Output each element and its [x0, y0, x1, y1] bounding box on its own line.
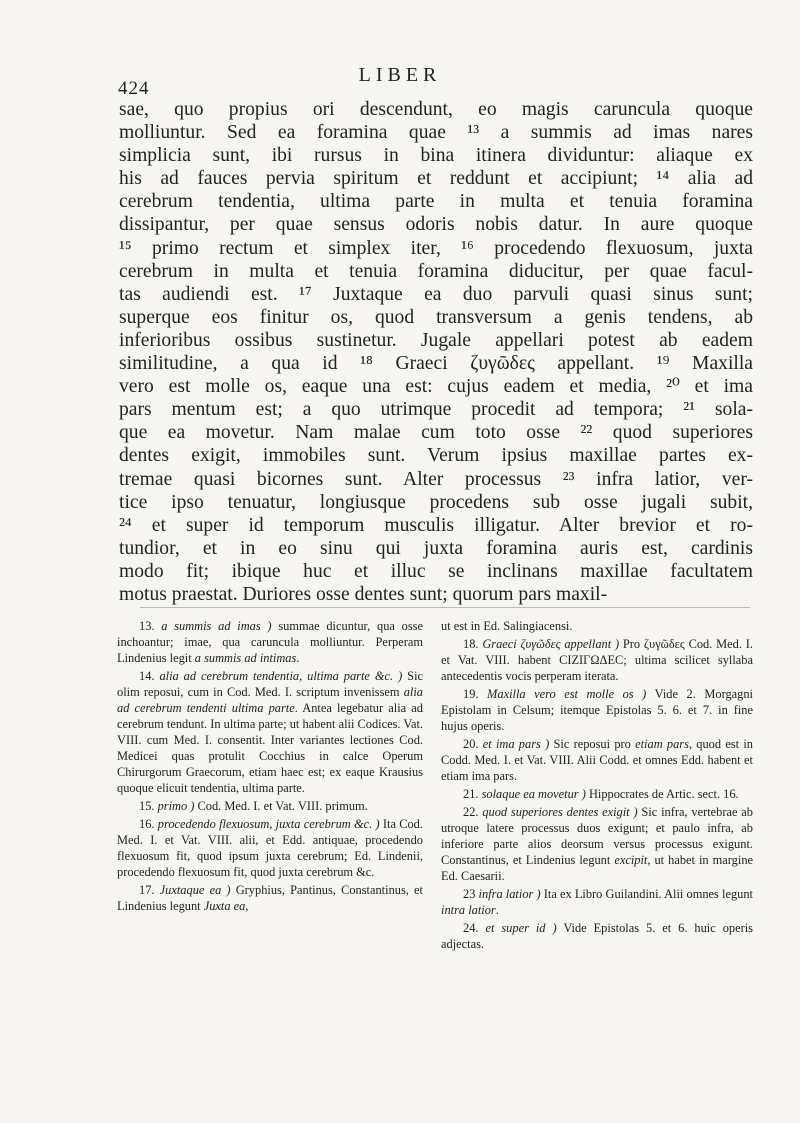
footnote-lemma: et super id ) — [485, 921, 557, 935]
footnote — [441, 636, 753, 684]
footnote-lemma: a summis ad intimas — [194, 651, 297, 665]
footnote — [441, 686, 753, 734]
main-text — [119, 98, 753, 606]
footnotes-right-column — [441, 618, 753, 954]
footnote-text: , ut habet in margine Ed. Caesarii. — [441, 853, 754, 883]
footnote — [441, 736, 753, 784]
running-head: LIBER — [358, 64, 442, 86]
footnote-text: summae dicuntur, qua osse inchoantur; imae, qua caruncula molliuntur. Perperam Lindenius legit — [117, 619, 423, 665]
footnote-text: Ita ex Libro Guilandini. Alii omnes legunt — [540, 887, 753, 901]
footnote-lemma: excipit — [614, 853, 648, 867]
text-line: tremae quasi bicornes sunt. Alter processus ²³ infra latior, ver- — [119, 468, 753, 490]
footnote-lemma: primo ) — [157, 799, 195, 813]
text-line: tundior, et in eo sinu qui juxta foramina auris est, cardinis — [119, 537, 753, 559]
footnote-text: 19. — [463, 687, 488, 701]
text-line: pars mentum est; a quo utrimque procedit ad tempora; ²¹ sola- — [119, 399, 753, 421]
text-line: dentes exigit, immobiles sunt. Verum ipsius maxillae partes ex- — [119, 445, 753, 467]
footnote-divider — [140, 607, 750, 608]
footnote-text: 24. — [463, 921, 486, 935]
text-line: tice ipso tenuatur, longiusque procedens sub osse jugali subit, — [119, 491, 753, 513]
text-line: superque eos finitur os, quod transversum a genis tendens, ab — [119, 306, 753, 328]
text-line: inferioribus ossibus sustinetur. Jugale appellari potest ab eadem — [119, 329, 753, 351]
text-line: dissipantur, per quae sensus odoris nobis datur. In aure quoque — [119, 214, 753, 236]
text-line: cerebrum in multa et tenuia foramina diducitur, per quae facul- — [119, 260, 753, 282]
footnote-lemma: Juxta ea — [203, 899, 246, 913]
footnote-text: ut est in Ed. Salingiacensi. — [441, 619, 573, 633]
footnote-text: Sic infra, vertebrae ab utroque latere processus duos exigunt; et paulo infra, ab inferiore parte alios deorsum versus processus exigunt. Constantinus, et Lindenius legunt — [441, 805, 753, 867]
footnote-lemma: Graeci ζυγῶδες appellant ) — [482, 637, 620, 651]
footnote — [117, 618, 423, 666]
footnote-text: Gryphius, Pantinus, Constantinus, et Lindenius legunt — [117, 883, 423, 913]
footnote — [441, 618, 753, 634]
text-line: tas audiendi est. ¹⁷ Juxtaque ea duo parvuli quasi sinus sunt; — [119, 283, 753, 305]
footnote-text: , quod est in Codd. Med. I. et Vat. VIII. Alii Codd. et omnes Edd. habent et etiam ima pars. — [441, 737, 753, 783]
footnote — [117, 798, 423, 814]
footnotes-left-column — [117, 618, 423, 916]
text-line: que ea movetur. Nam malae cum toto osse ²² quod superiores — [119, 422, 753, 444]
footnote-text: Pro ζυγῶδες Cod. Med. I. et Vat. VIII. habent CIZIΓΩΔEC; ultima scilicet syllaba antecedentis vocis perperam iterata. — [441, 637, 753, 683]
footnote-text: 18. — [463, 637, 483, 651]
text-line: motus praestat. Duriores osse dentes sunt; quorum pars maxil- — [119, 583, 608, 605]
footnote-text: 20. — [463, 737, 483, 751]
footnote-lemma: etiam pars — [635, 737, 689, 751]
text-line: simplicia sunt, ibi rursus in bina itinera dividuntur: aliaque ex — [119, 145, 753, 167]
footnote-lemma: Juxtaque ea ) — [159, 883, 231, 897]
footnote-text: Vide Epistolas 5. et 6. huic operis adjectas. — [441, 921, 753, 951]
footnote-text: 16. — [139, 817, 158, 831]
footnote-text: Ita Cod. Med. I. et Vat. VIII. alii, et Edd. antiquae, procedendo flexuosum fit, quod ipsum juxta cerebrum; Ed. Lindenii, procedendo flexuosum fit, quod juxta cerebrum &c. — [117, 817, 423, 879]
footnote-text: 17. — [139, 883, 160, 897]
footnote-lemma: quod superiores dentes exigit ) — [482, 805, 638, 819]
page-number: 424 — [118, 78, 150, 99]
footnote-lemma: intra latior — [441, 903, 496, 917]
footnote-text: . Antea legebatur alia ad cerebrum tendunt. In ultima parte; ut habent alii Codices. Vat. VIII. cum Med. I. consentit. Inter variantes lectiones Cod. Medicei quas protulit Cocchius in calce Operum Chirurgorum Graecorum, etiam haec est; ex eaque Krausius quoque elicuit tendentia, ultima parte. — [117, 701, 424, 795]
footnote-text: , — [245, 899, 249, 913]
footnote-text: 21. — [463, 787, 482, 801]
text-line: cerebrum tendentia, ultima parte in multa et tenuia foramina — [119, 191, 753, 213]
footnote-text: 23 — [463, 887, 479, 901]
text-line: modo fit; ibique huc et illuc se inclinans maxillae facultatem — [119, 560, 753, 582]
footnote-lemma: et ima pars ) — [482, 737, 550, 751]
footnote — [441, 786, 753, 802]
footnote — [441, 804, 753, 884]
footnote-text: . — [296, 651, 300, 665]
footnote-text: 15. — [139, 799, 158, 813]
footnote — [117, 882, 423, 914]
footnote-lemma: alia ad cerebrum tendentia, ultima parte &c. ) — [159, 669, 403, 683]
footnote-text: . — [495, 903, 499, 917]
footnote-lemma: procedendo flexuosum, juxta cerebrum &c. ) — [157, 817, 380, 831]
text-line: molliuntur. Sed ea foramina quae ¹³ a summis ad imas nares — [119, 122, 753, 144]
footnote-text: 22. — [463, 805, 483, 819]
footnote-text: Vide 2. Morgagni Epistolam in Celsum; itemque Epistolas 5. 6. et 7. in fine hujus operis. — [441, 687, 753, 733]
text-line: ¹⁵ primo rectum et simplex iter, ¹⁶ procedendo flexuosum, juxta — [119, 237, 753, 259]
text-line: vero est molle os, eaque una est: cujus eadem et media, ²⁰ et ima — [119, 376, 753, 398]
text-line: ²⁴ et super id temporum musculis illigatur. Alter brevior et ro- — [119, 514, 753, 536]
footnote — [441, 920, 753, 952]
footnote — [117, 816, 423, 880]
footnote-lemma: a summis ad imas ) — [161, 619, 272, 633]
footnote-lemma: alia ad cerebrum tendenti ultima parte — [117, 685, 423, 715]
footnote-lemma: solaque ea movetur ) — [481, 787, 586, 801]
footnote-text: Sic reposui pro — [549, 737, 636, 751]
footnote-text: 14. — [139, 669, 160, 683]
footnote — [117, 668, 423, 796]
footnote-text: Hippocrates de Artic. sect. 16. — [585, 787, 739, 801]
footnote-text: 13. — [139, 619, 162, 633]
footnote-lemma: infra latior ) — [478, 887, 541, 901]
text-line: sae, quo propius ori descendunt, eo magis caruncula quoque — [119, 99, 753, 120]
footnote-lemma: Maxilla vero est molle os ) — [487, 687, 647, 701]
footnote-text: Sic olim reposui, cum in Cod. Med. I. scriptum invenissem — [117, 669, 424, 699]
text-line: his ad fauces pervia spiritum et reddunt et accipiunt; ¹⁴ alia ad — [119, 168, 753, 190]
footnote-text: Cod. Med. I. et Vat. VIII. primum. — [194, 799, 368, 813]
footnote — [441, 886, 753, 918]
text-line: similitudine, a qua id ¹⁸ Graeci ζυγῶδες appellant. ¹⁹ Maxilla — [119, 353, 753, 375]
